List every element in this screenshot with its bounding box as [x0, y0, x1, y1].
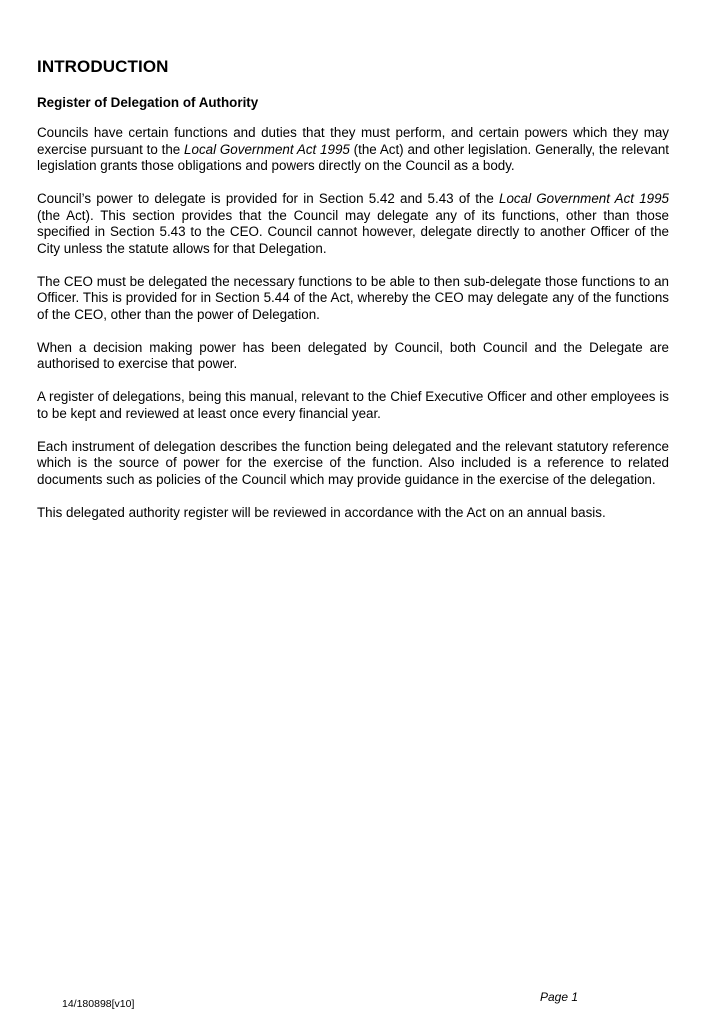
paragraph-annual-review: This delegated authority register will be reviewed in accordance with the Act on an annual basis. [37, 504, 606, 520]
act-citation: Local Government Act 1995 [499, 191, 669, 206]
document-reference: 14/180898[v10] [62, 998, 135, 1010]
paragraph-ceo-subdelegation: The CEO must be delegated the necessary functions to be able to then sub-delegate those functions to an Officer. This is provided for in Section 5.44 of the Act, whereby the CEO may delegate any of the functions of the CEO, other than the power of Delegation. [37, 273, 669, 322]
paragraph-power-to-delegate [37, 191, 669, 257]
page-title: INTRODUCTION [37, 57, 169, 76]
paragraph-text: Council’s power to delegate is provided for in Section 5.42 and 5.43 of the [37, 191, 500, 206]
paragraph-instrument-of-delegation: Each instrument of delegation describes the function being delegated and the relevant statutory reference which is the source of power for the exercise of the function. Also included is a reference to related documents such as policies of the Council which may provide guidance in the exercise of the delegation. [37, 438, 669, 487]
paragraph-text: (the Act) and other legislation. Generally, the relevant legislation grants those obligations and powers directly on the Council as a body. [37, 141, 670, 173]
paragraph-text: (the Act). This section provides that the Council may delegate any of its functions, other than those specified in Section 5.43 to the CEO. Council cannot however, delegate directly to another Officer of the City unless the statute allows for that Delegation. [37, 207, 669, 256]
act-citation: Local Government Act 1995 [184, 141, 350, 157]
page-number: Page 1 [540, 990, 579, 1004]
paragraph-text: Councils have certain functions and duties that they must perform, and certain powers which they may exercise pursuant to the [37, 125, 669, 157]
paragraph-register-of-delegations: A register of delegations, being this manual, relevant to the Chief Executive Officer and other employees is to be kept and reviewed at least once every financial year. [37, 389, 669, 421]
paragraph-decision-making-power: When a decision making power has been delegated by Council, both Council and the Delegate are authorised to exercise that power. [37, 339, 669, 371]
document-body [37, 125, 669, 538]
section-subtitle: Register of Delegation of Authority [37, 95, 259, 110]
paragraph-councils-functions [37, 125, 669, 175]
